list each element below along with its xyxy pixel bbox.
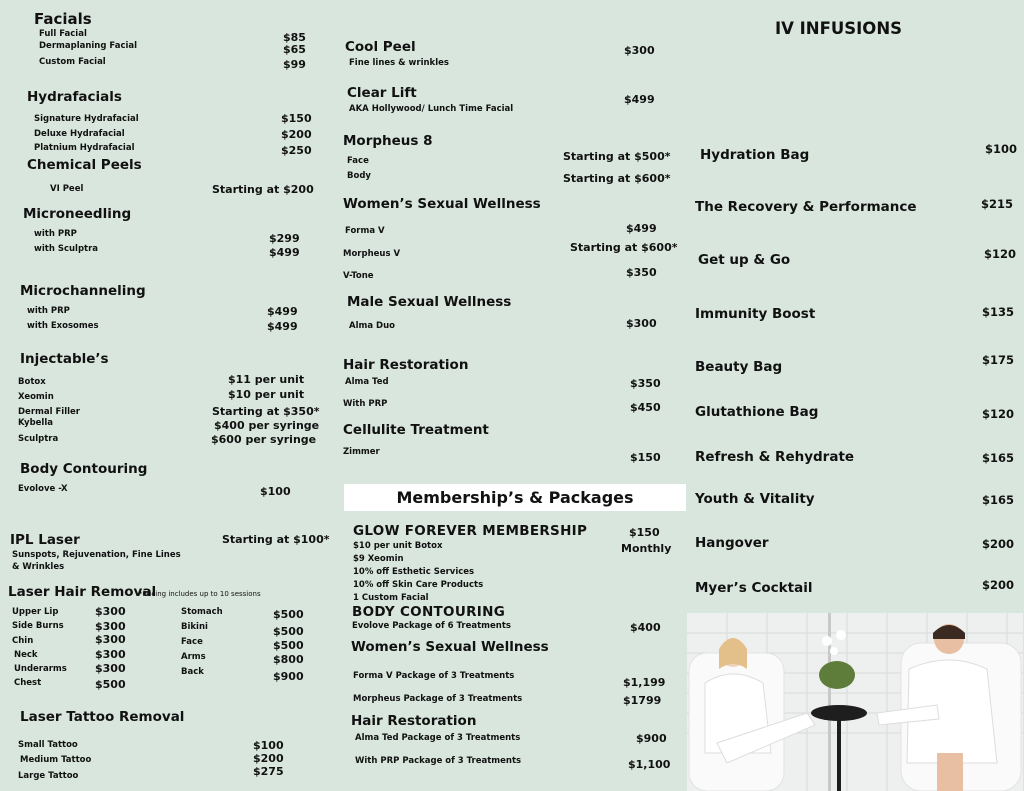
list-item: Alma Ted Package of 3 Treatments <box>355 733 521 743</box>
list-item: Kybella <box>18 418 53 428</box>
price: $500 <box>95 678 126 691</box>
price: $1,100 <box>628 758 671 771</box>
list-item: Beauty Bag <box>695 359 783 375</box>
list-item: Back <box>181 667 204 677</box>
iv-infusions-title: IV INFUSIONS <box>775 19 903 38</box>
list-item: V-Tone <box>343 271 374 281</box>
list-item: Arms <box>181 652 206 662</box>
price: $85 <box>283 31 306 44</box>
list-item: Stomach <box>181 607 223 617</box>
price: $500 <box>273 625 304 638</box>
morpheus8-title: Morpheus 8 <box>343 133 433 149</box>
list-item: Morpheus V <box>343 249 401 259</box>
price: $275 <box>253 765 284 778</box>
list-item: Evolove Package of 6 Treatments <box>352 621 511 631</box>
price: $11 per unit <box>228 373 305 386</box>
price: $150 <box>629 526 660 539</box>
clear-lift-title: Clear Lift <box>347 85 417 101</box>
list-item: 10% off Skin Care Products <box>353 580 484 590</box>
list-item: Youth & Vitality <box>695 491 815 507</box>
womens-package-title: Women’s Sexual Wellness <box>351 639 549 655</box>
cool-peel-title: Cool Peel <box>345 39 416 55</box>
tattoo-title: Laser Tattoo Removal <box>20 709 185 725</box>
list-item: Face <box>347 156 369 166</box>
price: $300 <box>95 648 126 661</box>
list-item: Face <box>181 637 203 647</box>
laser-hair-title: Laser Hair Removal <box>8 584 157 600</box>
ipl-desc: & Wrinkles <box>12 562 65 572</box>
list-item: Zimmer <box>343 447 380 457</box>
list-item: The Recovery & Performance <box>695 199 917 215</box>
price: $1,199 <box>623 676 666 689</box>
list-item: Forma V Package of 3 Treatments <box>353 671 515 681</box>
price: $500 <box>273 608 304 621</box>
list-item: 10% off Esthetic Services <box>353 567 475 577</box>
list-item: Large Tattoo <box>18 771 79 781</box>
list-item: Chest <box>14 678 42 688</box>
list-item: Hangover <box>695 535 769 551</box>
price: $300 <box>95 605 126 618</box>
price: $300 <box>626 317 657 330</box>
list-item: Refresh & Rehydrate <box>695 449 855 465</box>
price: $100 <box>260 485 291 498</box>
membership-banner-title: Membership’s & Packages <box>396 488 634 507</box>
price: $900 <box>636 732 667 745</box>
list-item: Morpheus Package of 3 Treatments <box>353 694 523 704</box>
hair-restoration-title: Hair Restoration <box>343 357 469 373</box>
list-item: Upper Lip <box>12 607 59 617</box>
clear-lift-sub: AKA Hollywood/ Lunch Time Facial <box>349 104 514 114</box>
list-item: Neck <box>14 650 38 660</box>
body-contouring-package-title: BODY CONTOURING <box>352 604 506 620</box>
price: $400 per syringe <box>214 419 320 432</box>
price: $200 <box>253 752 284 765</box>
body-contouring-title: Body Contouring <box>20 461 148 477</box>
price: $99 <box>283 58 306 71</box>
list-item: Dermaplaning Facial <box>39 41 138 51</box>
price: $150 <box>630 451 661 464</box>
ipl-desc: Sunspots, Rejuvenation, Fine Lines <box>12 550 181 560</box>
list-item: Glutathione Bag <box>695 404 819 420</box>
list-item: Immunity Boost <box>695 306 816 322</box>
list-item: Alma Ted <box>345 377 389 387</box>
glow-membership-title: GLOW FOREVER MEMBERSHIP <box>353 523 588 539</box>
price: $65 <box>283 43 306 56</box>
chemical-peels-title: Chemical Peels <box>27 157 142 173</box>
glow-period: Monthly <box>621 542 672 555</box>
price: $120 <box>984 247 1017 261</box>
spa-photo <box>687 613 1023 791</box>
list-item: Bikini <box>181 622 208 632</box>
price: $300 <box>95 620 126 633</box>
list-item: Custom Facial <box>39 57 106 67</box>
price: $200 <box>281 128 312 141</box>
price: $499 <box>267 305 298 318</box>
list-item: Chin <box>12 636 34 646</box>
list-item: $10 per unit Botox <box>353 541 443 551</box>
price: Starting at $200 <box>212 183 314 196</box>
injectables-title: Injectable’s <box>20 351 109 367</box>
price: $100 <box>253 739 284 752</box>
price: $900 <box>273 670 304 683</box>
laser-hair-note: *Pricing includes up to 10 sessions <box>139 590 261 598</box>
male-wellness-title: Male Sexual Wellness <box>347 294 512 310</box>
price: Starting at $600* <box>563 172 671 185</box>
price: $175 <box>982 353 1015 367</box>
list-item: Hydration Bag <box>700 147 810 163</box>
facials-title: Facials <box>34 10 92 28</box>
list-item: with Exosomes <box>27 321 99 331</box>
list-item: Platnium Hydrafacial <box>34 143 135 153</box>
price: $499 <box>267 320 298 333</box>
cool-peel-sub: Fine lines & wrinkles <box>349 58 449 68</box>
hydrafacials-title: Hydrafacials <box>27 89 122 105</box>
price: $150 <box>281 112 312 125</box>
list-item: Small Tattoo <box>18 740 78 750</box>
list-item: 1 Custom Facial <box>353 593 429 603</box>
list-item: Dermal Filler <box>18 407 80 417</box>
list-item: with Sculptra <box>34 244 99 254</box>
list-item: Signature Hydrafacial <box>34 114 139 124</box>
microneedling-title: Microneedling <box>23 206 132 222</box>
list-item: Get up & Go <box>698 252 791 268</box>
price: $499 <box>626 222 657 235</box>
price: $299 <box>269 232 300 245</box>
list-item: Sculptra <box>18 434 59 444</box>
price: $120 <box>982 407 1015 421</box>
list-item: with PRP <box>34 229 77 239</box>
list-item: Alma Duo <box>349 321 395 331</box>
price: $215 <box>981 197 1014 211</box>
price: $600 per syringe <box>211 433 317 446</box>
price: $300 <box>95 633 126 646</box>
hair-package-title: Hair Restoration <box>351 713 477 729</box>
price: $200 <box>982 537 1015 551</box>
list-item: Medium Tattoo <box>20 755 92 765</box>
list-item: Deluxe Hydrafacial <box>34 129 125 139</box>
price: $400 <box>630 621 661 634</box>
list-item: Botox <box>18 377 46 387</box>
list-item: Forma V <box>345 226 385 236</box>
list-item: Side Burns <box>12 621 64 631</box>
list-item: VI Peel <box>50 184 84 194</box>
price: $1799 <box>623 694 662 707</box>
list-item: Full Facial <box>39 29 87 39</box>
list-item: Myer’s Cocktail <box>695 580 813 596</box>
cellulite-title: Cellulite Treatment <box>343 422 489 438</box>
price: $165 <box>982 493 1015 507</box>
price: $200 <box>982 578 1015 592</box>
price: $10 per unit <box>228 388 305 401</box>
price: $350 <box>626 266 657 279</box>
list-item: Underarms <box>14 664 67 674</box>
list-item: Xeomin <box>18 392 54 402</box>
price: $100 <box>985 142 1018 156</box>
list-item: With PRP Package of 3 Treatments <box>355 756 522 766</box>
price: $350 <box>630 377 661 390</box>
price: $300 <box>95 662 126 675</box>
price: $800 <box>273 653 304 666</box>
price: $250 <box>281 144 312 157</box>
price: Starting at $100* <box>222 533 330 546</box>
price: Starting at $600* <box>570 241 678 254</box>
price: $165 <box>982 451 1015 465</box>
price: $499 <box>624 93 655 106</box>
list-item: With PRP <box>343 399 388 409</box>
price: Starting at $500* <box>563 150 671 163</box>
price: $499 <box>269 246 300 259</box>
price: $135 <box>982 305 1015 319</box>
list-item: Body <box>347 171 371 181</box>
list-item: with PRP <box>27 306 70 316</box>
list-item: $9 Xeomin <box>353 554 404 564</box>
microchanneling-title: Microchanneling <box>20 283 146 299</box>
price: $300 <box>624 44 655 57</box>
price: $450 <box>630 401 661 414</box>
price: Starting at $350* <box>212 405 320 418</box>
price: $500 <box>273 639 304 652</box>
ipl-title: IPL Laser <box>10 532 80 548</box>
womens-wellness-title: Women’s Sexual Wellness <box>343 196 541 212</box>
list-item: Evolove -X <box>18 484 68 494</box>
